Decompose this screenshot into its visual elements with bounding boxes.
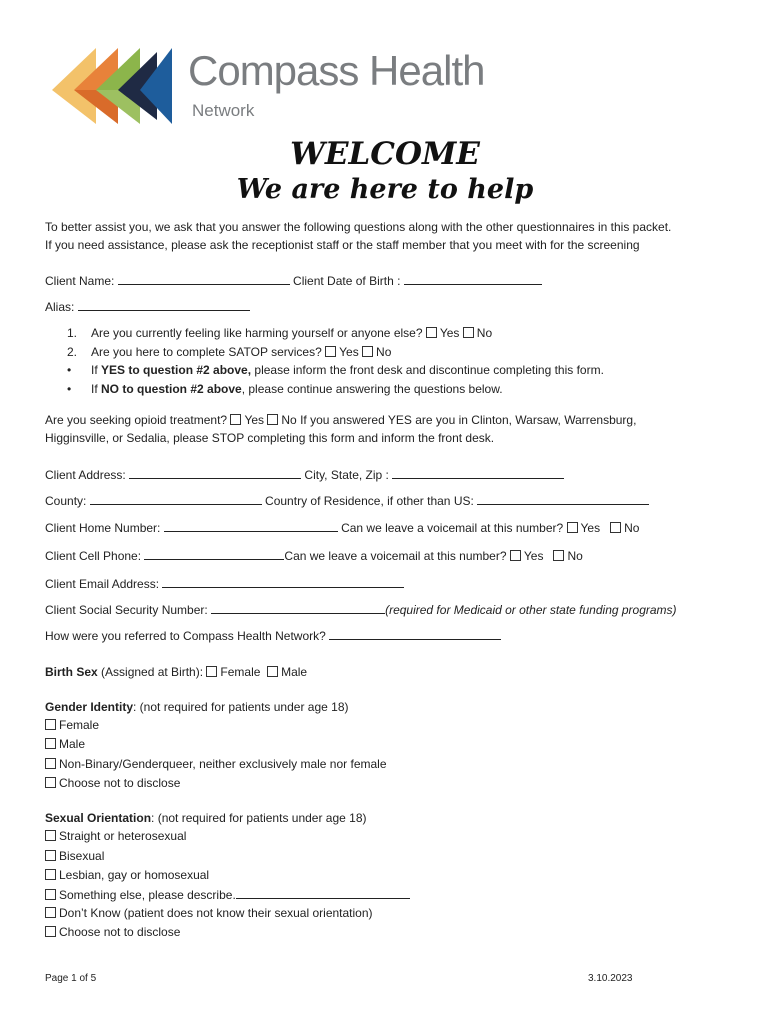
bullet-1-prefix: If: [91, 363, 102, 377]
cell-phone-field[interactable]: [144, 548, 284, 560]
q1-no-checkbox[interactable]: [463, 327, 474, 338]
home-number-field[interactable]: [164, 520, 338, 532]
bullet-1-rest: please inform the front desk and discontinue completing this form.: [251, 363, 604, 377]
opioid-yes-checkbox[interactable]: [230, 414, 241, 425]
bullet-icon: [67, 363, 91, 377]
orientation-option-label: Straight or heterosexual: [59, 829, 187, 843]
opioid-question: [45, 413, 636, 427]
orientation-option-label: Something else, please describe.: [59, 888, 236, 902]
orientation-describe-field[interactable]: [236, 887, 410, 899]
opioid-no-checkbox[interactable]: [267, 414, 278, 425]
bullet-icon: [67, 382, 91, 396]
gender-option: [45, 737, 85, 751]
county-row: [45, 493, 649, 508]
q2-yes-checkbox[interactable]: [325, 346, 336, 357]
cell-voicemail-no-checkbox[interactable]: [553, 550, 564, 561]
q1-yes-checkbox[interactable]: [426, 327, 437, 338]
gender-male-checkbox[interactable]: [45, 738, 56, 749]
ssn-row: [45, 602, 677, 617]
home-voicemail-no-checkbox[interactable]: [610, 522, 621, 533]
home-voicemail-no-label: No: [624, 521, 640, 535]
orientation-option-label: Bisexual: [59, 849, 105, 863]
email-field[interactable]: [162, 576, 404, 588]
home-voicemail-label: Can we leave a voicemail at this number?: [341, 521, 564, 535]
gender-option-label: Female: [59, 718, 100, 732]
birth-sex-female-label: Female: [220, 665, 261, 679]
orientation-option: [45, 868, 209, 882]
cell-voicemail-yes-checkbox[interactable]: [510, 550, 521, 561]
referred-row: [45, 628, 501, 643]
form-date: 3.10.2023: [588, 973, 633, 984]
client-name-field[interactable]: [118, 273, 290, 285]
client-address-field[interactable]: [129, 467, 301, 479]
question-2-text: Are you here to complete SATOP services?: [91, 345, 322, 359]
orientation-lesbian-gay-checkbox[interactable]: [45, 869, 56, 880]
alias-field[interactable]: [78, 299, 250, 311]
bullet-no-instruction: [67, 382, 503, 396]
cell-voicemail-no-label: No: [567, 549, 583, 563]
sexual-orientation-label: Sexual Orientation: [45, 811, 152, 825]
orientation-bisexual-checkbox[interactable]: [45, 850, 56, 861]
gender-identity-heading: [45, 700, 348, 714]
orientation-option: [45, 829, 186, 843]
cell-phone-row: [45, 548, 583, 563]
opioid-no-label: No: [281, 413, 297, 427]
client-name-label: Client Name:: [45, 274, 115, 288]
gender-option: [45, 776, 180, 790]
q1-yes-label: Yes: [439, 326, 460, 340]
ssn-note: (required for Medicaid or other state funding programs): [385, 603, 677, 617]
gender-nonbinary-checkbox[interactable]: [45, 758, 56, 769]
city-state-zip-field[interactable]: [392, 467, 564, 479]
gender-identity-label: Gender Identity: [45, 700, 134, 714]
orientation-nodisclose-checkbox[interactable]: [45, 926, 56, 937]
home-voicemail-yes-checkbox[interactable]: [567, 522, 578, 533]
orientation-option-label: Lesbian, gay or homosexual: [59, 868, 210, 882]
q2-no-label: No: [376, 345, 392, 359]
orientation-option-label: Choose not to disclose: [59, 925, 181, 939]
bullet-2-prefix: If: [91, 382, 102, 396]
q2-yes-label: Yes: [339, 345, 359, 359]
email-row: [45, 576, 404, 591]
country-label: Country of Residence, if other than US:: [265, 494, 474, 508]
orientation-option: [45, 906, 373, 920]
birth-sex-female-checkbox[interactable]: [206, 666, 217, 677]
bullet-2-bold: NO to question #2 above: [101, 382, 242, 396]
sexual-orientation-note: : (not required for patients under age 18): [151, 811, 367, 825]
city-state-zip-label: City, State, Zip :: [304, 468, 389, 482]
orientation-straight-checkbox[interactable]: [45, 830, 56, 841]
ssn-field[interactable]: [211, 602, 385, 614]
cell-voicemail-yes-label: Yes: [523, 549, 544, 563]
orientation-dont-know-checkbox[interactable]: [45, 907, 56, 918]
email-label: Client Email Address:: [45, 577, 160, 591]
welcome-title: WELCOME: [290, 136, 480, 172]
intro-line-2: If you need assistance, please ask the receptionist staff or the staff member that you meet with for the screening: [45, 238, 640, 252]
opioid-question-text: Are you seeking opioid treatment?: [45, 413, 228, 427]
client-dob-label: Client Date of Birth :: [293, 274, 401, 288]
gender-nodisclose-checkbox[interactable]: [45, 777, 56, 788]
cell-phone-label: Client Cell Phone:: [45, 549, 142, 563]
gender-option-label: Choose not to disclose: [59, 776, 181, 790]
cell-voicemail-label: Can we leave a voicemail at this number?: [284, 549, 507, 563]
bullet-1-bold: YES to question #2 above,: [101, 363, 252, 377]
home-number-label: Client Home Number:: [45, 521, 161, 535]
gender-option-label: Non-Binary/Genderqueer, neither exclusively male nor female: [59, 757, 387, 771]
birth-sex-row: [45, 665, 307, 679]
client-name-row: [45, 273, 542, 288]
page-number: Page 1 of 5: [45, 973, 97, 984]
orientation-option: [45, 849, 104, 863]
question-2: [67, 345, 391, 359]
alias-row: [45, 299, 250, 314]
gender-option-label: Male: [59, 737, 86, 751]
country-field[interactable]: [477, 493, 649, 505]
birth-sex-note: (Assigned at Birth):: [97, 665, 207, 679]
county-field[interactable]: [90, 493, 262, 505]
client-dob-field[interactable]: [404, 273, 542, 285]
brand-subtitle: Network: [192, 101, 255, 120]
client-address-label: Client Address:: [45, 468, 126, 482]
address-row: [45, 467, 564, 482]
home-voicemail-yes-label: Yes: [580, 521, 601, 535]
gender-option: [45, 718, 99, 732]
intro-line-1: To better assist you, we ask that you answer the following questions along with the other questionnaires in this packet.: [45, 220, 672, 234]
orientation-option-label: Don’t Know (patient does not know their sexual orientation): [59, 906, 373, 920]
question-1: [67, 326, 492, 340]
referred-label: How were you referred to Compass Health Network?: [45, 629, 326, 643]
birth-sex-label: Birth Sex: [45, 665, 98, 679]
orientation-option: [45, 925, 180, 939]
orientation-option: [45, 887, 410, 902]
question-1-number: 1.: [67, 326, 78, 340]
q1-no-label: No: [476, 326, 493, 340]
ssn-label: Client Social Security Number:: [45, 603, 208, 617]
orientation-other-checkbox[interactable]: [45, 889, 56, 900]
help-subtitle: We are here to help: [236, 174, 534, 205]
gender-female-checkbox[interactable]: [45, 719, 56, 730]
birth-sex-male-checkbox[interactable]: [267, 666, 278, 677]
brand-name: Compass Health: [188, 47, 485, 94]
opioid-question-rest: If you answered YES are you in Clinton, Warsaw, Warrensburg,: [300, 413, 637, 427]
opioid-instruction: Higginsville, or Sedalia, please STOP completing this form and inform the front desk.: [45, 431, 495, 445]
bullet-2-rest: , please continue answering the questions below.: [241, 382, 503, 396]
gender-identity-note: : (not required for patients under age 18): [133, 700, 349, 714]
birth-sex-male-label: Male: [281, 665, 308, 679]
compass-logo-mark: [52, 46, 187, 124]
bullet-yes-instruction: [67, 363, 604, 377]
referred-field[interactable]: [329, 628, 501, 640]
question-2-number: 2.: [67, 345, 78, 359]
home-number-row: [45, 520, 639, 535]
q2-no-checkbox[interactable]: [362, 346, 373, 357]
county-label: County:: [45, 494, 87, 508]
alias-label: Alias:: [45, 300, 75, 314]
sexual-orientation-heading: [45, 811, 367, 825]
compass-health-logo: [52, 46, 522, 124]
opioid-yes-label: Yes: [244, 413, 265, 427]
question-1-text: Are you currently feeling like harming yourself or anyone else?: [91, 326, 423, 340]
gender-option: [45, 757, 387, 771]
